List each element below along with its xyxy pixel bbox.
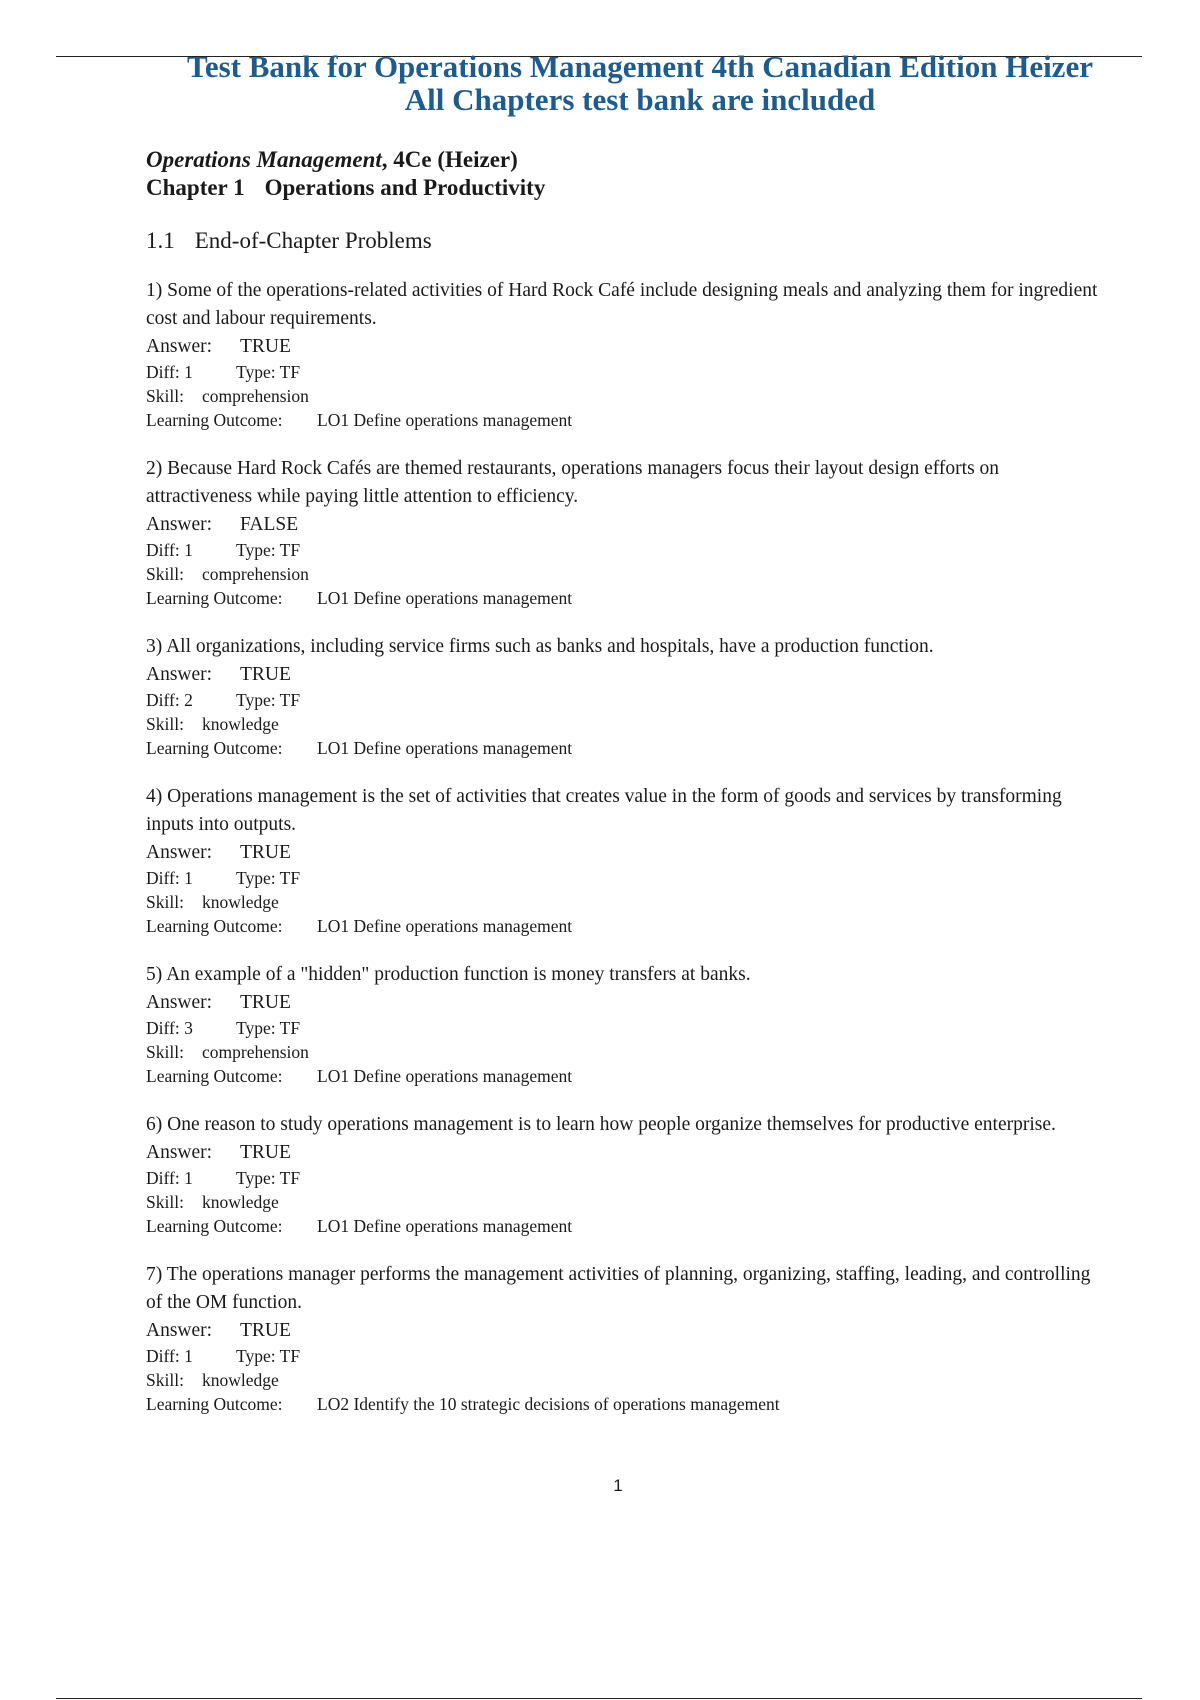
learning-outcome-row: [146, 1064, 1106, 1088]
diff-field: [146, 1166, 236, 1190]
skill-value: knowledge: [202, 892, 279, 912]
diff-type-row: [146, 360, 1106, 384]
answer-row: [146, 333, 1106, 360]
diff-label: Diff:: [146, 362, 180, 382]
question-item: [146, 1111, 1106, 1238]
answer-row: [146, 1317, 1106, 1344]
book-title: Operations Management: [146, 147, 382, 172]
question-number: 1): [146, 280, 163, 301]
question-text-row: [146, 1111, 1106, 1139]
answer-label: Answer:: [146, 664, 213, 685]
question-text-row: [146, 961, 1106, 989]
diff-label: Diff:: [146, 1168, 180, 1188]
learning-outcome-label: Learning Outcome:: [146, 410, 283, 430]
chapter-heading: [146, 174, 1106, 202]
skill-label: Skill:: [146, 386, 184, 406]
type-value: TF: [279, 1346, 301, 1366]
answer-value: TRUE: [240, 1320, 291, 1341]
answer-value: TRUE: [240, 664, 291, 685]
diff-label: Diff:: [146, 1346, 180, 1366]
skill-value: knowledge: [202, 714, 279, 734]
learning-outcome-row: [146, 736, 1106, 760]
question-text: All organizations, including service firms such as banks and hospitals, have a production function.: [166, 636, 934, 657]
skill-value: comprehension: [202, 1042, 309, 1062]
learning-outcome-label: Learning Outcome:: [146, 738, 283, 758]
question-text: The operations manager performs the management activities of planning, organizing, staffing, leading, and controlling of the OM function.: [146, 1264, 1091, 1313]
type-label: Type:: [236, 690, 276, 710]
diff-field: [146, 688, 236, 712]
type-value: TF: [279, 362, 301, 382]
skill-row: [146, 712, 1106, 736]
chapter-label: Chapter 1: [146, 175, 245, 200]
answer-value: TRUE: [240, 1142, 291, 1163]
skill-row: [146, 384, 1106, 408]
skill-value: comprehension: [202, 564, 309, 584]
question-item: [146, 783, 1106, 938]
learning-outcome-label: Learning Outcome:: [146, 1216, 283, 1236]
skill-row: [146, 890, 1106, 914]
diff-type-row: [146, 538, 1106, 562]
title-line-1: Test Bank for Operations Management 4th Canadian Edition Heizer: [187, 49, 1093, 84]
skill-label: Skill:: [146, 564, 184, 584]
document-body: [146, 146, 1106, 1439]
question-item: [146, 277, 1106, 432]
skill-label: Skill:: [146, 1370, 184, 1390]
answer-value: TRUE: [240, 842, 291, 863]
answer-row: [146, 661, 1106, 688]
diff-type-row: [146, 866, 1106, 890]
answer-label: Answer:: [146, 514, 213, 535]
diff-field: [146, 360, 236, 384]
question-number: 5): [146, 964, 163, 985]
skill-label: Skill:: [146, 1042, 184, 1062]
diff-type-row: [146, 1016, 1106, 1040]
skill-row: [146, 1368, 1106, 1392]
diff-value: 1: [184, 868, 193, 888]
question-text: Some of the operations-related activities of Hard Rock Café include designing meals and analyzing them for ingredient cost and labour requirements.: [146, 280, 1098, 329]
answer-row: [146, 1139, 1106, 1166]
diff-value: 1: [184, 362, 193, 382]
chapter-title: Operations and Productivity: [264, 175, 546, 200]
question-text-row: [146, 783, 1106, 839]
answer-value: FALSE: [240, 514, 299, 535]
question-number: 2): [146, 458, 163, 479]
learning-outcome-row: [146, 586, 1106, 610]
type-label: Type:: [236, 1346, 276, 1366]
question-text-row: [146, 277, 1106, 333]
question-item: [146, 455, 1106, 610]
section-title: End-of-Chapter Problems: [194, 228, 432, 253]
question-text: Because Hard Rock Cafés are themed restaurants, operations managers focus their layout design efforts on attractiveness while paying little attention to efficiency.: [146, 458, 1000, 507]
question-text: One reason to study operations management is to learn how people organize themselves for productive enterprise.: [167, 1114, 1056, 1135]
diff-label: Diff:: [146, 540, 180, 560]
diff-value: 2: [184, 690, 193, 710]
type-value: TF: [279, 1168, 301, 1188]
answer-row: [146, 989, 1106, 1016]
question-item: [146, 1261, 1106, 1416]
type-value: TF: [279, 690, 301, 710]
diff-field: [146, 1344, 236, 1368]
question-number: 3): [146, 636, 163, 657]
skill-row: [146, 1190, 1106, 1214]
learning-outcome-value: LO1 Define operations management: [317, 588, 573, 608]
answer-label: Answer:: [146, 336, 213, 357]
type-value: TF: [279, 540, 301, 560]
diff-label: Diff:: [146, 868, 180, 888]
answer-label: Answer:: [146, 1142, 213, 1163]
answer-label: Answer:: [146, 842, 213, 863]
answer-row: [146, 511, 1106, 538]
question-list: [146, 277, 1106, 1416]
type-label: Type:: [236, 868, 276, 888]
diff-value: 1: [184, 1168, 193, 1188]
type-label: Type:: [236, 540, 276, 560]
section-heading: [146, 227, 1106, 255]
type-label: Type:: [236, 362, 276, 382]
question-number: 4): [146, 786, 163, 807]
answer-value: TRUE: [240, 336, 291, 357]
learning-outcome-value: LO1 Define operations management: [317, 1066, 573, 1086]
learning-outcome-value: LO2 Identify the 10 strategic decisions of operations management: [317, 1394, 780, 1414]
diff-field: [146, 538, 236, 562]
type-value: TF: [279, 1018, 301, 1038]
question-item: [146, 961, 1106, 1088]
document-title: [100, 50, 1180, 116]
answer-label: Answer:: [146, 1320, 213, 1341]
learning-outcome-value: LO1 Define operations management: [317, 738, 573, 758]
learning-outcome-value: LO1 Define operations management: [317, 1216, 573, 1236]
skill-row: [146, 1040, 1106, 1064]
question-number: 7): [146, 1264, 163, 1285]
title-line-2: All Chapters test bank are included: [404, 82, 876, 117]
bottom-rule: [56, 1698, 1142, 1699]
type-label: Type:: [236, 1168, 276, 1188]
diff-value: 1: [184, 540, 193, 560]
skill-value: knowledge: [202, 1370, 279, 1390]
learning-outcome-value: LO1 Define operations management: [317, 916, 573, 936]
type-label: Type:: [236, 1018, 276, 1038]
answer-value: TRUE: [240, 992, 291, 1013]
section-number: 1.1: [146, 228, 175, 253]
diff-value: 1: [184, 1346, 193, 1366]
learning-outcome-label: Learning Outcome:: [146, 916, 283, 936]
book-edition: , 4Ce (Heizer): [381, 147, 518, 172]
learning-outcome-label: Learning Outcome:: [146, 1066, 283, 1086]
skill-row: [146, 562, 1106, 586]
diff-label: Diff:: [146, 690, 180, 710]
diff-type-row: [146, 688, 1106, 712]
book-heading: [146, 146, 1106, 174]
learning-outcome-row: [146, 408, 1106, 432]
skill-value: comprehension: [202, 386, 309, 406]
skill-label: Skill:: [146, 714, 184, 734]
learning-outcome-label: Learning Outcome:: [146, 588, 283, 608]
skill-value: knowledge: [202, 1192, 279, 1212]
skill-label: Skill:: [146, 1192, 184, 1212]
diff-field: [146, 1016, 236, 1040]
diff-label: Diff:: [146, 1018, 180, 1038]
learning-outcome-label: Learning Outcome:: [146, 1394, 283, 1414]
learning-outcome-row: [146, 914, 1106, 938]
diff-type-row: [146, 1344, 1106, 1368]
type-value: TF: [279, 868, 301, 888]
answer-row: [146, 839, 1106, 866]
learning-outcome-row: [146, 1392, 1106, 1416]
question-text-row: [146, 1261, 1106, 1317]
question-text: An example of a "hidden" production function is money transfers at banks.: [166, 964, 751, 985]
question-text: Operations management is the set of activities that creates value in the form of goods and services by transforming inputs into outputs.: [146, 786, 1062, 835]
answer-label: Answer:: [146, 992, 213, 1013]
question-text-row: [146, 633, 1106, 661]
diff-value: 3: [184, 1018, 193, 1038]
diff-field: [146, 866, 236, 890]
learning-outcome-row: [146, 1214, 1106, 1238]
page-number: 1: [613, 1476, 623, 1495]
learning-outcome-value: LO1 Define operations management: [317, 410, 573, 430]
question-item: [146, 633, 1106, 760]
question-number: 6): [146, 1114, 163, 1135]
skill-label: Skill:: [146, 892, 184, 912]
diff-type-row: [146, 1166, 1106, 1190]
question-text-row: [146, 455, 1106, 511]
